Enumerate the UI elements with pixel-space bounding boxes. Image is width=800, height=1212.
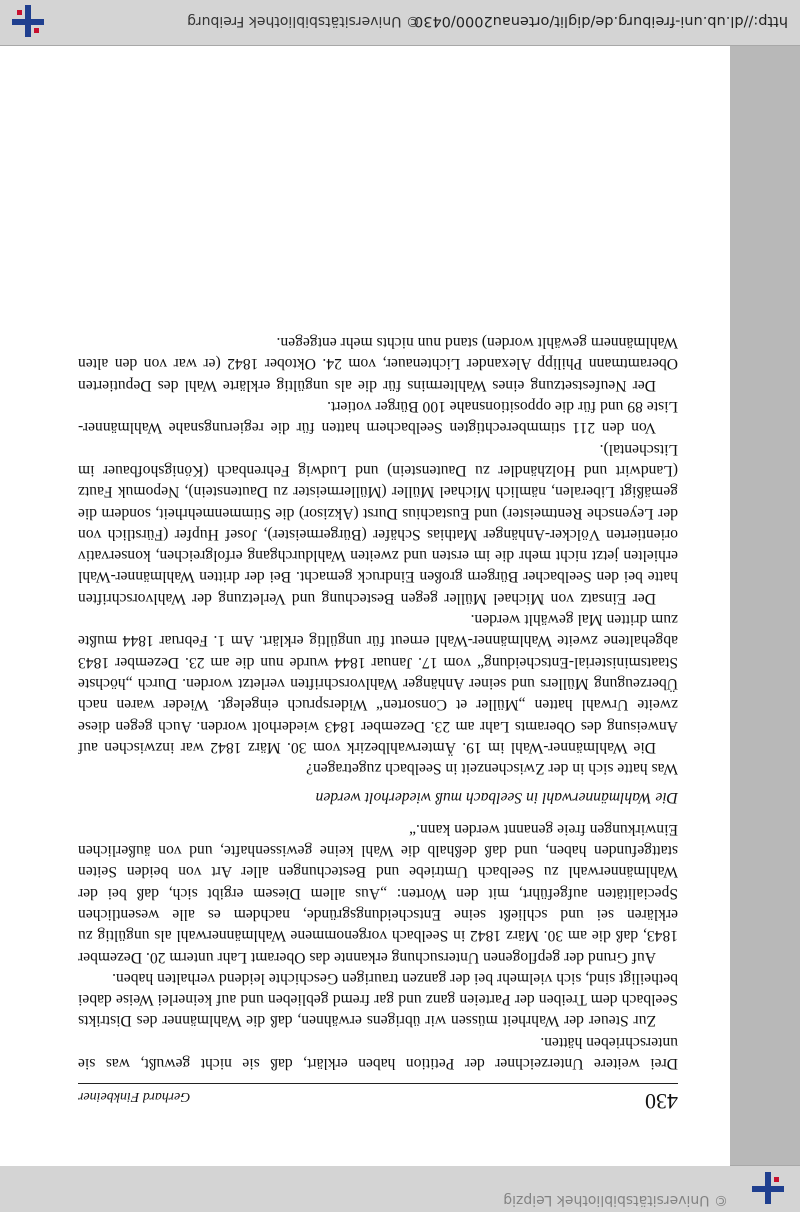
paragraph: Drei weitere Unterzeichner der Petition haben erklärt, daß sie nicht gewußt, was sie unterschrieben hätten. [78,1033,678,1072]
top-credit-bar [0,1165,800,1212]
library-logo-icon [748,1170,788,1206]
section-question: Was hatte sich in der Zwischenzeit in Seelbach zugetragen? [306,760,678,778]
running-head-author: Gerhard Finkbeiner [78,1089,191,1104]
running-head [78,1083,678,1116]
paragraph: Der Neufestsetzung eines Wahltermins für die als ungültig erklärte Wahl des Deputierten Oberamtmann Philipp Alexander Lichtenauer, vom 24. Oktober 1842 (er war von den alten Wahlmännern gewählt worden) stand nun nichts mehr entgegen. [78,334,678,394]
paragraph: Zur Steuer der Wahrheit müssen wir übrigens erwähnen, daß die Wahlmänner des Distrikts Seelbach dem Treiben der Parteien ganz und gar fremd geblieben und auf keinerlei Weise dabei betheiligt sind, sich vielmehr bei der ganzen traurigen Geschichte leidend verhalten haben. [78,969,678,1030]
book-page [0,46,730,1166]
bottom-source-bar [0,0,800,46]
page-number: 430 [645,1089,678,1114]
section-heading: Die Wahlmännerwahl in Seelbach muß wiederholt werden [315,789,678,807]
paragraph: Auf Grund der gepflogenen Untersuchung erkannte das Oberamt Lahr unterm 20. Dezember 1843, daß die am 30. März 1842 in Seelbach vorgenommene Wahlmännerwahl als ungültig zu erklären sei und schließt seine Entscheidungsgründe, nachdem es alle wesentlichen Specialitäten aufgeführt, mit den Worten: „Aus allem Diesem ergibt sich, daß bei der Wahlmännerwahl zu Seelbach Umtriebe und Bestechungen aller Art von beiden Seiten stattgefunden haben, und daß deßhalb die Wahl keine gewissenhafte, und von äußerlichen Einwirkungen freie genannt werden kann.“ [78,820,678,966]
library-credit: © Universitätsbibliothek Leipzig [503,1192,728,1208]
body-text [78,332,678,1074]
university-logo-icon [8,3,48,39]
source-url-link[interactable]: http://dl.ub.uni-freiburg.de/diglit/ortenau2000/0430 [414,13,788,29]
copyright-notice: © Universitätsbibliothek Freiburg [187,13,420,29]
paragraph: Die Wahlmänner-Wahl im 19. Ämterwahlbezirk vom 30. März 1842 war inzwischen auf Anweisung des Oberamts Lahr am 23. Dezember 1843 wiederholt worden. Auch gegen diese zweite Urwahl hatten „Müller et Consorten“ Widerspruch eingelegt. Wieder waren nach Überzeugung Müllers und seiner Anhänger Wahlvorschriften verletzt worden. Durch „höchste Staatsministerial-Entscheidung“ vom 17. Januar 1844 wurde nun die am 23. Dezember 1843 abgehaltene zweite Wahlmänner-Wahl erneut für ungültig erklärt. Am 1. Februar 1844 mußte zum dritten Mal gewählt werden. [78,611,678,756]
paragraph: Der Einsatz von Michael Müller gegen Bestechung und Verletzung der Wahlvorschriften hatte bei den Seelbacher Bürgern großen Eindruck gemacht. Bei der dritten Wahlmänner-Wahl erhielten jetzt nicht mehr die im ersten und zweiten Wahldurchgang erfolgreichen, konservativ orientierten Völcker-Anhänger Mathias Schäfer (Bürgermeister), Josef Hupfer (Fürstlich von der Leyensche Rentmeister) und Eustachius Durst (Akzisor) die Stimmenmehrheit, sondern die gemäßigt Liberalen, nämlich Michael Müller (Müllermeister zu Dautenstein), Nepomuk Fautz (Landwirt und Holzhändler zu Dautenstein) und Ludwig Fehrenbach (Königshofbauer im Litschental). [78,440,678,607]
paragraph: Von den 211 stimmberechtigten Seelbachern hatten für die regierungsnahe Wahlmänner-Liste 89 und für die oppositionsnahe 100 Bürger votiert. [78,398,678,437]
